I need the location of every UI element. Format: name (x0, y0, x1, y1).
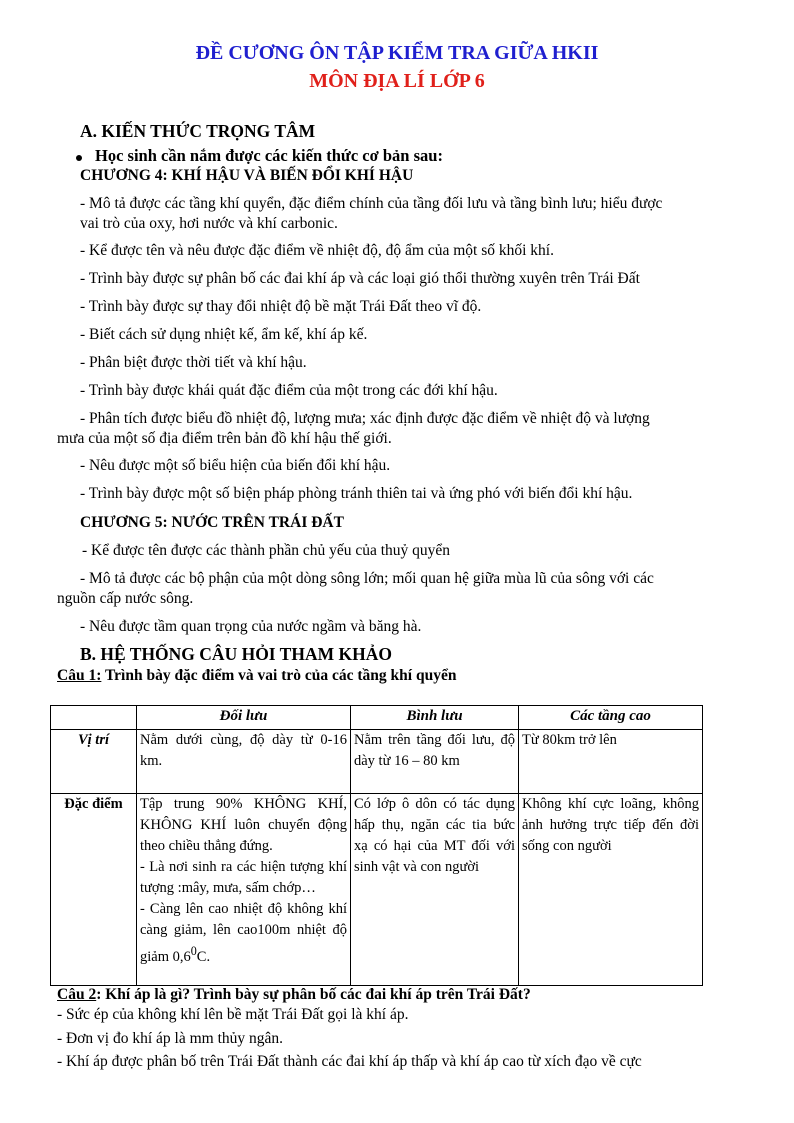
table-row (51, 794, 703, 986)
cell-text-part: - Càng lên cao nhiệt độ không khí càng giảm, lên cao100m nhiệt độ giảm 0,6 (140, 901, 347, 965)
row-label: Đặc điểm (51, 794, 137, 986)
superscript: 0 (190, 944, 197, 958)
question-1 (57, 666, 456, 686)
chapter-4-item: - Nêu được một số biểu hiện của biến đổi khí hậu. (80, 457, 391, 474)
table-cell (351, 730, 519, 794)
cell-text: Tập trung 90% KHÔNG KHÍ, KHÔNG KHÍ luôn chuyển động theo chiều thẳng đứng. (140, 796, 347, 854)
cell-text: Nằm dưới cùng, độ dày từ 0-16 km. (140, 732, 347, 769)
cell-text: Không khí cực loãng, không ảnh hưởng trực tiếp đến đời sống con người (522, 796, 699, 854)
chapter-5-item-cont: nguồn cấp nước sông. (57, 590, 194, 607)
cell-text: - Là nơi sinh ra các hiện tượng khí tượng :mây, mưa, sấm chớp… (140, 859, 347, 896)
chapter-4-item: - Trình bày được sự phân bố các đai khí áp và các loại gió thổi thường xuyên trên Trái Đất (80, 270, 640, 287)
chapter-4-item: - Mô tả được các tầng khí quyển, đặc điểm chính của tầng đối lưu và tầng bình lưu; hiểu được (80, 195, 663, 212)
chapter-4-item: - Kể được tên và nêu được đặc điểm về nhiệt độ, độ ẩm của một số khối khí. (80, 242, 554, 259)
document-subtitle: MÔN ĐỊA LÍ LỚP 6 (309, 70, 485, 92)
section-a-heading: A. KIẾN THỨC TRỌNG TÂM (80, 121, 316, 141)
answer-line: - Đơn vị đo khí áp là mm thủy ngân. (57, 1030, 284, 1047)
cell-text: Từ 80km trở lên (522, 732, 617, 748)
table-cell (351, 794, 519, 986)
table-header-cell: Đối lưu (137, 706, 351, 730)
question-1-label: Câu 1: (57, 667, 102, 684)
table-row (51, 730, 703, 794)
table-cell (137, 730, 351, 794)
chapter-4-heading: CHƯƠNG 4: KHÍ HẬU VÀ BIẾN ĐỔI KHÍ HẬU (80, 167, 414, 184)
document-title: ĐỀ CƯƠNG ÔN TẬP KIỂM TRA GIỮA HKII (195, 42, 599, 64)
chapter-5-item: - Mô tả được các bộ phận của một dòng sông lớn; mối quan hệ giữa mùa lũ của sông với các (80, 570, 654, 587)
question-2-text: : Khí áp là gì? Trình bày sự phân bố các đai khí áp trên Trái Đất? (96, 986, 531, 1003)
chapter-4-item: - Phân tích được biểu đồ nhiệt độ, lượng mưa; xác định được đặc điểm về nhiệt độ và lượng (80, 410, 650, 427)
chapter-4-item: - Trình bày được sự thay đổi nhiệt độ bề mặt Trái Đất theo vĩ độ. (80, 298, 482, 315)
bullet-icon (76, 155, 82, 161)
table-cell (519, 730, 703, 794)
cell-text: Có lớp ô dôn có tác dụng hấp thụ, ngăn các tia bức xạ có hại của MT đối với sinh vật và con người (354, 796, 515, 875)
table-header-cell: Các tầng cao (519, 706, 703, 730)
chapter-4-item-cont: mưa của một số địa điểm trên bản đồ khí hậu thế giới. (57, 430, 392, 447)
chapter-4-item-cont: vai trò của oxy, hơi nước và khí carbonic. (80, 215, 338, 232)
answer-line: - Sức ép của không khí lên bề mặt Trái Đất gọi là khí áp. (57, 1006, 409, 1023)
atmosphere-layers-table (50, 705, 703, 986)
question-1-text: Trình bày đặc điểm và vai trò của các tầng khí quyển (101, 667, 457, 684)
row-label: Vị trí (51, 730, 137, 794)
cell-text: Nằm trên tầng đối lưu, độ dày từ 16 – 80 km (354, 732, 515, 769)
table-cell (137, 794, 351, 986)
chapter-5-heading: CHƯƠNG 5: NƯỚC TRÊN TRÁI ĐẤT (80, 514, 344, 531)
section-a-bullet: Học sinh cần nắm được các kiến thức cơ bản sau: (95, 146, 443, 165)
chapter-4-item: - Biết cách sử dụng nhiệt kế, ẩm kế, khí áp kế. (80, 326, 368, 343)
question-2 (57, 985, 531, 1005)
chapter-4-item: - Phân biệt được thời tiết và khí hậu. (80, 354, 307, 371)
answer-line: - Khí áp được phân bố trên Trái Đất thành các đai khí áp thấp và khí áp cao từ xích đạo về cực (57, 1053, 642, 1070)
question-2-label: Câu 2 (57, 986, 97, 1003)
table-cell (519, 794, 703, 986)
cell-text-part: C. (196, 948, 211, 965)
table-header-cell: Bình lưu (351, 706, 519, 730)
chapter-5-item: - Kể được tên được các thành phần chủ yếu của thuỷ quyển (82, 542, 451, 559)
table-header-row (51, 706, 703, 730)
chapter-4-item: - Trình bày được một số biện pháp phòng tránh thiên tai và ứng phó với biến đổi khí hậu. (80, 485, 633, 502)
chapter-5-item: - Nêu được tầm quan trọng của nước ngầm và băng hà. (80, 618, 422, 635)
table-header-cell (51, 706, 137, 730)
chapter-4-item: - Trình bày được khái quát đặc điểm của một trong các đới khí hậu. (80, 382, 498, 399)
section-b-heading: B. HỆ THỐNG CÂU HỎI THAM KHẢO (80, 644, 392, 664)
cell-text (140, 899, 347, 968)
